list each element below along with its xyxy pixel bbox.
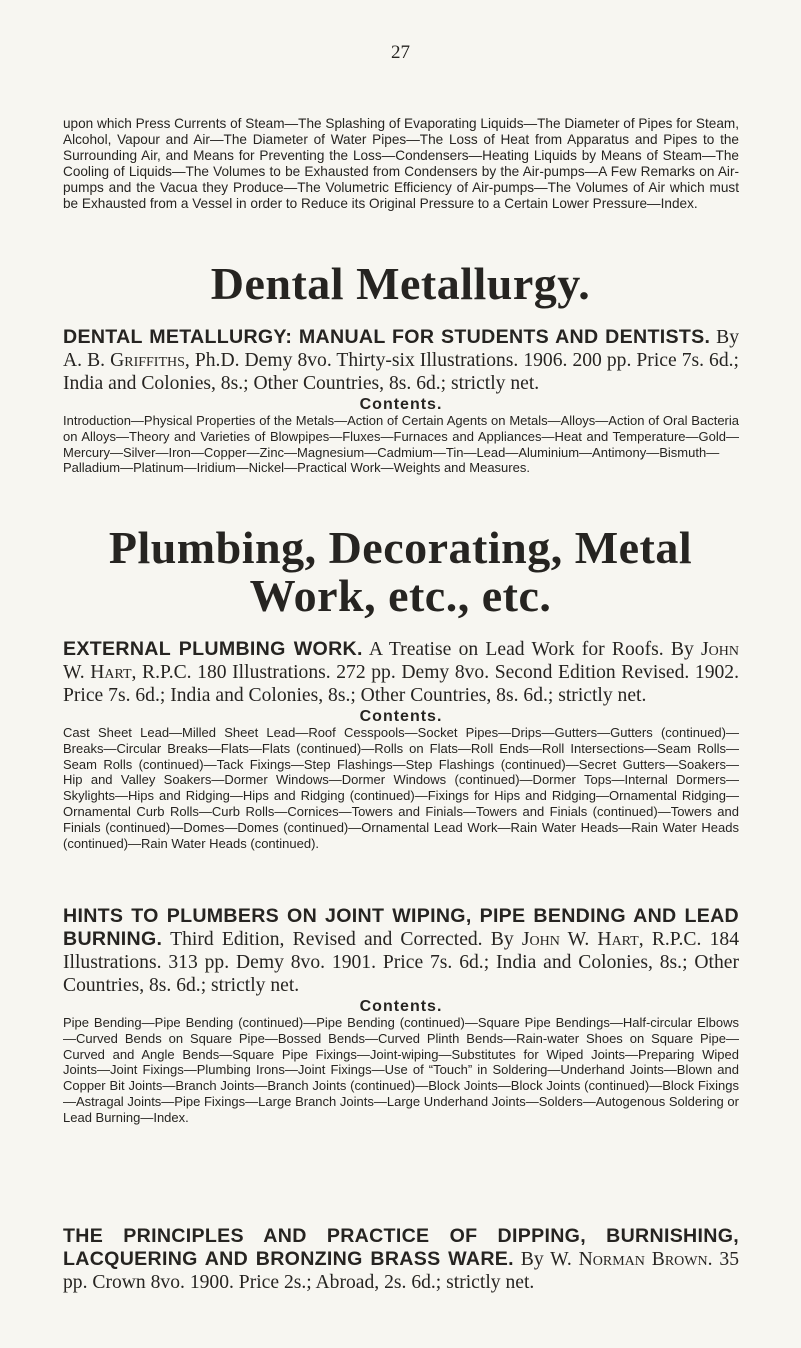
book-author: John W. Hart: [63, 639, 739, 683]
book-entry-hints-to-plumbers: [63, 905, 739, 1126]
contents-text: Cast Sheet Lead—Milled Sheet Lead—Roof Cesspools—Socket Pipes—Drips—Gutters—Gutters (continued)—Breaks—Circular Breaks—Flats—Flats (continued)—Rolls on Flats—Roll Ends—Roll Intersections—Seam Rolls—Seam Rolls (continued)—Tack Fixings—Step Flashings—Step Flashings (continued)—Secret Gutters—Soakers—Hip and Valley Soakers—Dormer Windows—Dormer Windows (continued)—Dormer Tops—Internal Dormers—Skylights—Hips and Ridging—Hips and Ridging (continued)—Fixings for Hips and Ridging—Ornamental Ridging—Ornamental Curb Rolls—Curb Rolls—Cornices—Towers and Finials—Towers and Finials (continued)—Towers and Finials (continued)—Domes—Domes (continued)—Ornamental Lead Work—Rain Water Heads—Rain Water Heads (continued)—Rain Water Heads (continued).: [63, 725, 739, 851]
section-heading-line: Plumbing, Decorating, Metal: [108, 522, 693, 573]
contents-label: Contents.: [359, 708, 443, 725]
book-entry-external-plumbing: [63, 638, 739, 851]
contents-label: Contents.: [359, 998, 443, 1015]
section-heading-dental: Dental Metallurgy.: [210, 258, 591, 309]
book-byline: By W.: [520, 1249, 572, 1270]
book-title: EXTERNAL PLUMBING WORK.: [63, 638, 363, 660]
book-author: John W. Hart: [521, 929, 639, 950]
book-entry-dental-metallurgy: [63, 326, 739, 476]
contents-text: Introduction—Physical Properties of the Metals—Action of Certain Agents on Metals—Alloys—Action of Oral Bacteria on Alloys—Theory and Varieties of Blowpipes—Fluxes—Furnaces and Appliances—Heat and Temperature—Gold—Mercury—Silver—Iron—Copper—Zinc—Magnesium—Cadmium—Tin—Lead—Aluminium—Antimony—Bismuth—Palladium—Platinum—Iridium—Nickel—Practical Work—Weights and Measures.: [63, 413, 739, 476]
book-title: THE PRINCIPLES AND PRACTICE OF DIPPING, BURNISHING, LACQUERING AND BRONZING BRASS WARE.: [63, 1225, 739, 1270]
intro-contents-continued: upon which Press Currents of Steam—The Splashing of Evaporating Liquids—The Diameter of Pipes for Steam, Alcohol, Vapour and Air—The Diameter of Water Pipes—The Loss of Heat from Apparatus and Pipes to the Surrounding Air, and Means for Preventing the Loss—Condensers—Heating Liquids by Means of Steam—The Cooling of Liquids—The Volumes to be Exhausted from Condensers by the Air-pumps—A Few Remarks on Air-pumps and the Vacua they Produce—The Volumetric Efficiency of Air-pumps—The Volumes of Air which must be Exhausted from a Vessel in order to Reduce its Original Pressure to a Certain Lower Pressure—Index.: [63, 116, 739, 211]
entry-header: [63, 905, 739, 997]
book-author: Norman Brown: [578, 1249, 708, 1270]
book-byline: Third Edition, Revised and Corrected. By: [170, 929, 514, 950]
book-title: HINTS TO PLUMBERS ON JOINT WIPING, PIPE BENDING AND LEAD BURNING.: [63, 905, 739, 950]
entry-header: [63, 1225, 739, 1294]
book-byline: A Treatise on Lead Work for Roofs. By: [368, 639, 694, 660]
contents-label: Contents.: [359, 396, 443, 413]
book-title: DENTAL METALLURGY: MANUAL FOR STUDENTS AND DENTISTS.: [63, 326, 711, 348]
book-details: , R.P.C. 180 Illustrations. 272 pp. Demy 8vo. Second Edition Revised. 1902. Price 7s. 6d.; India and Colonies, 8s.; Other Countries, 8s. 6d.; strictly net.: [63, 662, 739, 706]
section-heading-plumbing: [0, 524, 801, 620]
book-details: , Ph.D. Demy 8vo. Thirty-six Illustrations. 1906. 200 pp. Price 7s. 6d.; India and Colonies, 8s.; Other Countries, 8s. 6d.; strictly net.: [63, 350, 739, 394]
book-details: , R.P.C. 184 Illustrations. 313 pp. Demy 8vo. 1901. Price 7s. 6d.; India and Colonies, 8s.; Other Countries, 8s. 6d.; strictly net.: [63, 929, 739, 996]
entry-header: [63, 638, 739, 707]
book-entry-dipping-burnishing: [63, 1225, 739, 1294]
page-number: 27: [391, 42, 410, 63]
section-heading-line: Work, etc., etc.: [249, 570, 552, 621]
book-details: . 35 pp. Crown 8vo. 1900. Price 2s.; Abroad, 2s. 6d.; strictly net.: [63, 1249, 739, 1293]
book-author: A. B. Griffiths: [63, 350, 185, 371]
book-byline: By: [716, 327, 740, 348]
contents-text: Pipe Bending—Pipe Bending (continued)—Pipe Bending (continued)—Square Pipe Bendings—Half-circular Elbows—Curved Bends on Square Pipe—Bossed Bends—Curved Plinth Bends—Rain-water Shoes on Square Pipe—Curved and Angle Bends—Square Pipe Fixings—Joint-wiping—Substitutes for Wiped Joints—Preparing Wiped Joints—Joint Fixings—Plumbing Irons—Joint Fixings—Use of “Touch” in Soldering—Underhand Joints—Blown and Copper Bit Joints—Branch Joints—Branch Joints (continued)—Block Joints—Block Joints (continued)—Block Fixings—Astragal Joints—Pipe Fixings—Large Branch Joints—Large Underhand Joints—Solders—Autogenous Soldering or Lead Burning—Index.: [63, 1015, 739, 1125]
entry-header: [63, 326, 739, 395]
